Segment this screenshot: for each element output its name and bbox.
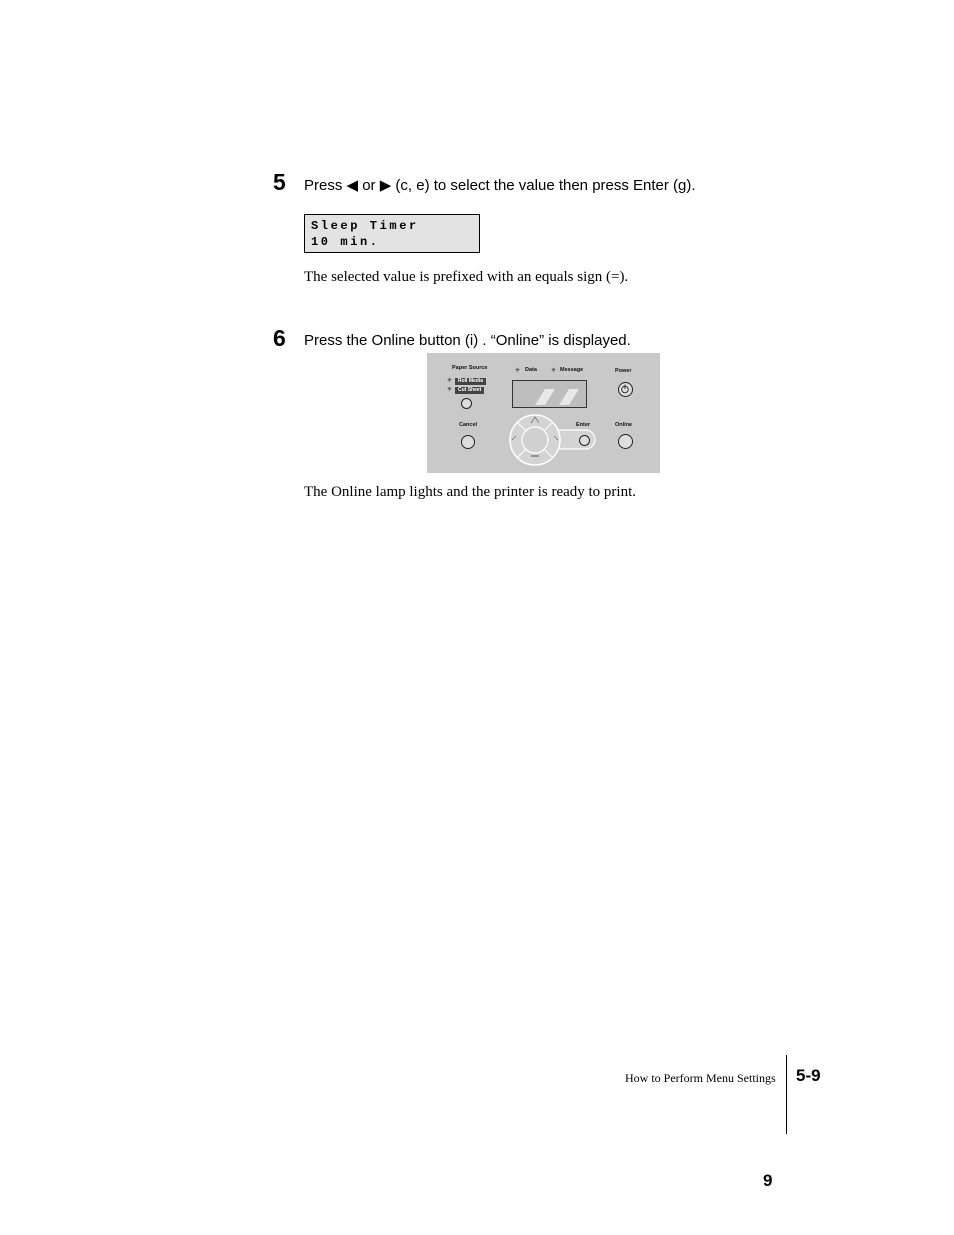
step-5-instruction: Press ◀ or ▶ (c, e) to select the value then press Enter (g). — [304, 177, 696, 194]
step-5-number: 5 — [273, 169, 286, 195]
roll-media-lamp-icon: ✳ — [447, 378, 453, 384]
step-6-note: The Online lamp lights and the printer is ready to print. — [304, 484, 637, 500]
online-label: Online — [615, 422, 633, 428]
online-button[interactable] — [618, 434, 633, 449]
step-6-instruction: Press the Online button (i) . “Online” is displayed. — [304, 332, 631, 349]
footer-divider — [786, 1055, 787, 1134]
paper-source-label: Paper Source — [452, 365, 488, 371]
page-number: 9 — [763, 1171, 773, 1190]
cut-sheet-lamp-icon: ✳ — [447, 387, 453, 393]
power-button[interactable] — [618, 382, 633, 397]
roll-media-label: Roll Media — [455, 378, 486, 385]
power-icon — [619, 383, 631, 395]
data-label: Data — [525, 367, 537, 373]
footer-section-number: 5-9 — [796, 1066, 821, 1085]
cancel-button[interactable] — [461, 435, 475, 449]
enter-label: Enter — [576, 422, 591, 428]
power-label: Power — [615, 368, 632, 374]
printer-control-panel — [427, 353, 660, 473]
cut-sheet-label: Cut Sheet — [455, 387, 484, 394]
lcd-line-1: Sleep Timer — [311, 219, 419, 233]
panel-display-window — [512, 380, 587, 408]
step-5-note: The selected value is prefixed with an equals sign (=). — [304, 269, 629, 285]
footer-chapter-title: How to Perform Menu Settings — [625, 1071, 776, 1085]
cancel-label: Cancel — [459, 422, 478, 428]
paper-source-button[interactable] — [461, 398, 472, 409]
lcd-display — [304, 214, 480, 253]
data-lamp-icon: ✳ — [515, 368, 521, 374]
message-lamp-icon: ✳ — [551, 368, 557, 374]
enter-button[interactable] — [579, 435, 590, 446]
display-glare-icon — [513, 381, 588, 409]
lcd-line-2: 10 min. — [311, 235, 380, 249]
step-6-number: 6 — [273, 325, 286, 351]
message-label: Message — [560, 367, 584, 373]
